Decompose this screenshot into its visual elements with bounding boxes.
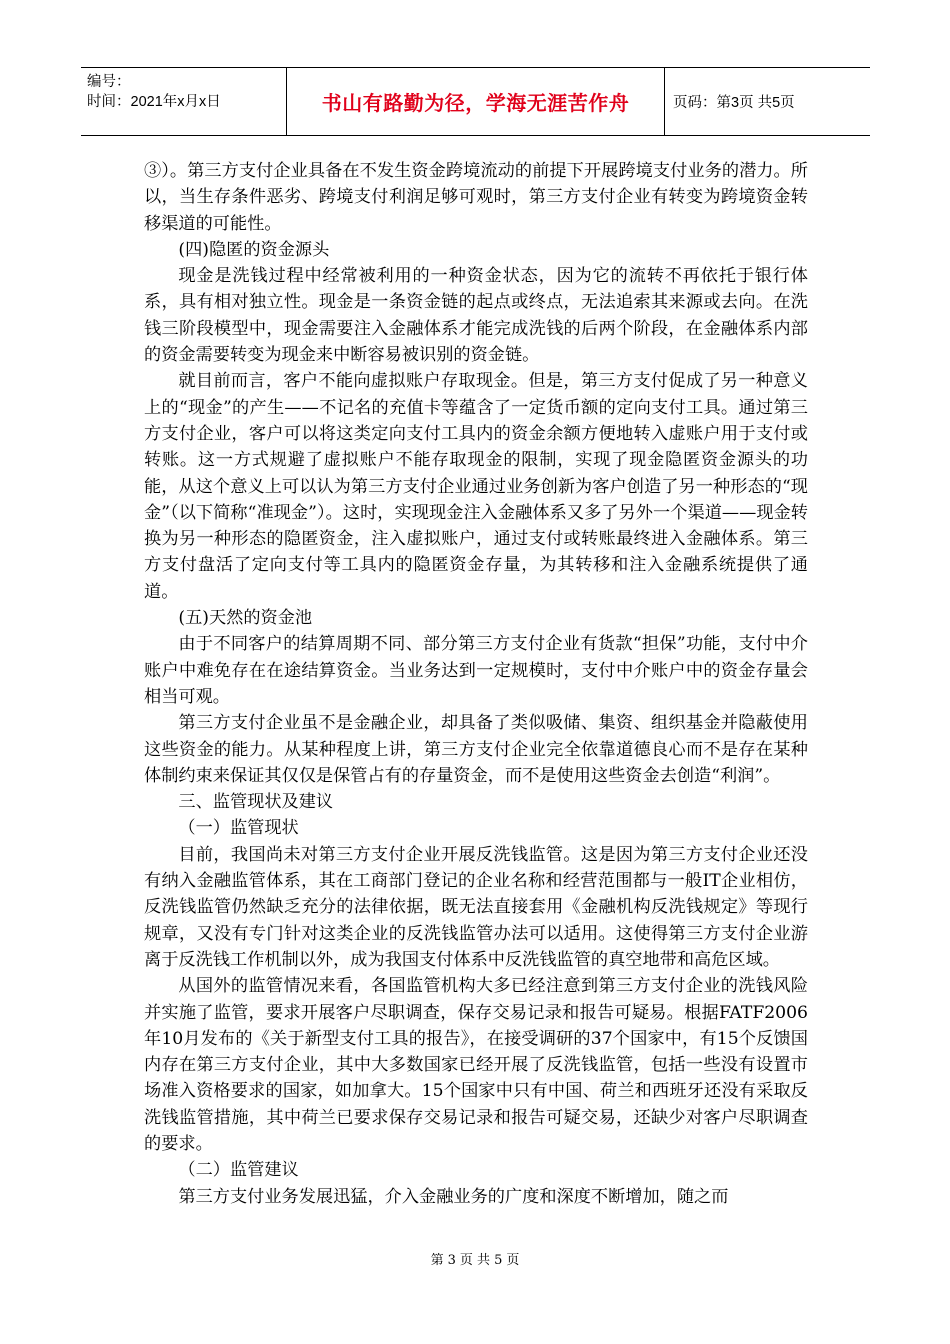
body-paragraph: 目前，我国尚未对第三方支付企业开展反洗钱监管。这是因为第三方支付企业还没有纳入金融监管体系，其在工商部门登记的企业名称和经营范围都与一般IT企业相仿，反洗钱监管仍然缺乏充分的法律依据，既无法直接套用《金融机构反洗钱规定》等现行规章，又没有专门针对这类企业的反洗钱监管办法可以适用。这使得第三方支付企业游离于反洗钱工作机制以外，成为我国支付体系中反洗钱监管的真空地带和高危区域。 [144, 844, 808, 970]
body-paragraph: 现金是洗钱过程中经常被利用的一种资金状态，因为它的流转不再依托于银行体系，具有相对独立性。现金是一条资金链的起点或终点，无法追索其来源或去向。在洗钱三阶段模型中，现金需要注入金融体系才能完成洗钱的后两个阶段，在金融体系内部的资金需要转变为现金来中断容易被识别的资金链。 [144, 266, 808, 366]
motto-text: 书山有路勤为径，学海无涯苦作舟 [321, 91, 630, 115]
body-paragraph: 就目前而言，客户不能向虚拟账户存取现金。但是，第三方支付促成了另一种意义上的“现金”的产生——不记名的充值卡等蕴含了一定货币额的定向支付工具。通过第三方支付企业，客户可以将这类定向支付工具内的资金余额方便地转入虚账户用于支付或转账。这一方式规避了虚拟账户不能存取现金的限制，实现了现金隐匿资金源头的功能，从这个意义上可以认为第三方支付企业通过业务创新为客户创造了另一种形态的“现金”（以下简称“准现金”）。这时，实现现金注入金融体系又多了另外一个渠道——现金转换为另一种形态的隐匿资金，注入虚拟账户，通过支付或转账最终进入金融体系。第三方支付盘活了定向支付等工具内的隐匿资金存量，为其转移和注入金融系统提供了通道。 [144, 371, 808, 602]
footer-prefix: 第 [430, 1253, 444, 1268]
footer-suffix: 页 [506, 1253, 520, 1268]
body-paragraph: 第三方支付业务发展迅猛，介入金融业务的广度和深度不断增加，随之而 [178, 1186, 729, 1207]
section-heading: 三、监管现状及建议 [178, 792, 334, 813]
header-motto-cell [286, 68, 665, 135]
serial-label: 编号： [87, 74, 131, 90]
footer-total-pages: 5 [494, 1253, 503, 1268]
section-heading: （二）监管建议 [178, 1160, 299, 1181]
section-heading: (五)天然的资金池 [178, 608, 313, 629]
time-label: 时间：2021年x月x日 [87, 94, 221, 110]
page-header [81, 67, 870, 136]
header-page-info [665, 68, 870, 135]
footer-mid: 页 共 [459, 1253, 491, 1268]
page-info-text: 页码：第3页 共5页 [673, 95, 795, 111]
page-footer [0, 1249, 950, 1268]
body-paragraph: ③）。第三方支付企业具备在不发生资金跨境流动的前提下开展跨境支付业务的潜力。所以，当生存条件恶劣、跨境支付利润足够可观时，第三方支付企业有转变为跨境资金转移渠道的可能性。 [144, 161, 808, 234]
section-heading: (四)隐匿的资金源头 [178, 239, 330, 260]
body-paragraph: 由于不同客户的结算周期不同、部分第三方支付企业有货款“担保”功能，支付中介账户中难免存在在途结算资金。当业务达到一定规模时，支付中介账户中的资金存量会相当可观。 [144, 634, 808, 707]
document-body [144, 158, 808, 1210]
body-paragraph: 从国外的监管情况来看，各国监管机构大多已经注意到第三方支付企业的洗钱风险并实施了监管，要求开展客户尽职调查，保存交易记录和报告可疑易。根据FATF2006年10月发布的《关于新型支付工具的报告》，在接受调研的37个国家中，有15个反馈国内存在第三方支付企业，其中大多数国家已经开展了反洗钱监管，包括一些没有设置市场准入资格要求的国家，如加拿大。15个国家中只有中国、荷兰和西班牙还没有采取反洗钱监管措施，其中荷兰已要求保存交易记录和报告可疑交易，还缺少对客户尽职调查的要求。 [144, 976, 808, 1154]
body-paragraph: 第三方支付企业虽不是金融企业，却具备了类似吸储、集资、组织基金并隐蔽使用这些资金的能力。从某种程度上讲，第三方支付企业完全依靠道德良心而不是存在某种体制约束来保证其仅仅是保管占有的存量资金，而不是使用这些资金去创造“利润”。 [144, 713, 808, 786]
footer-page-number: 3 [447, 1253, 456, 1268]
section-heading: （一）监管现状 [178, 818, 299, 839]
header-meta [81, 68, 286, 135]
